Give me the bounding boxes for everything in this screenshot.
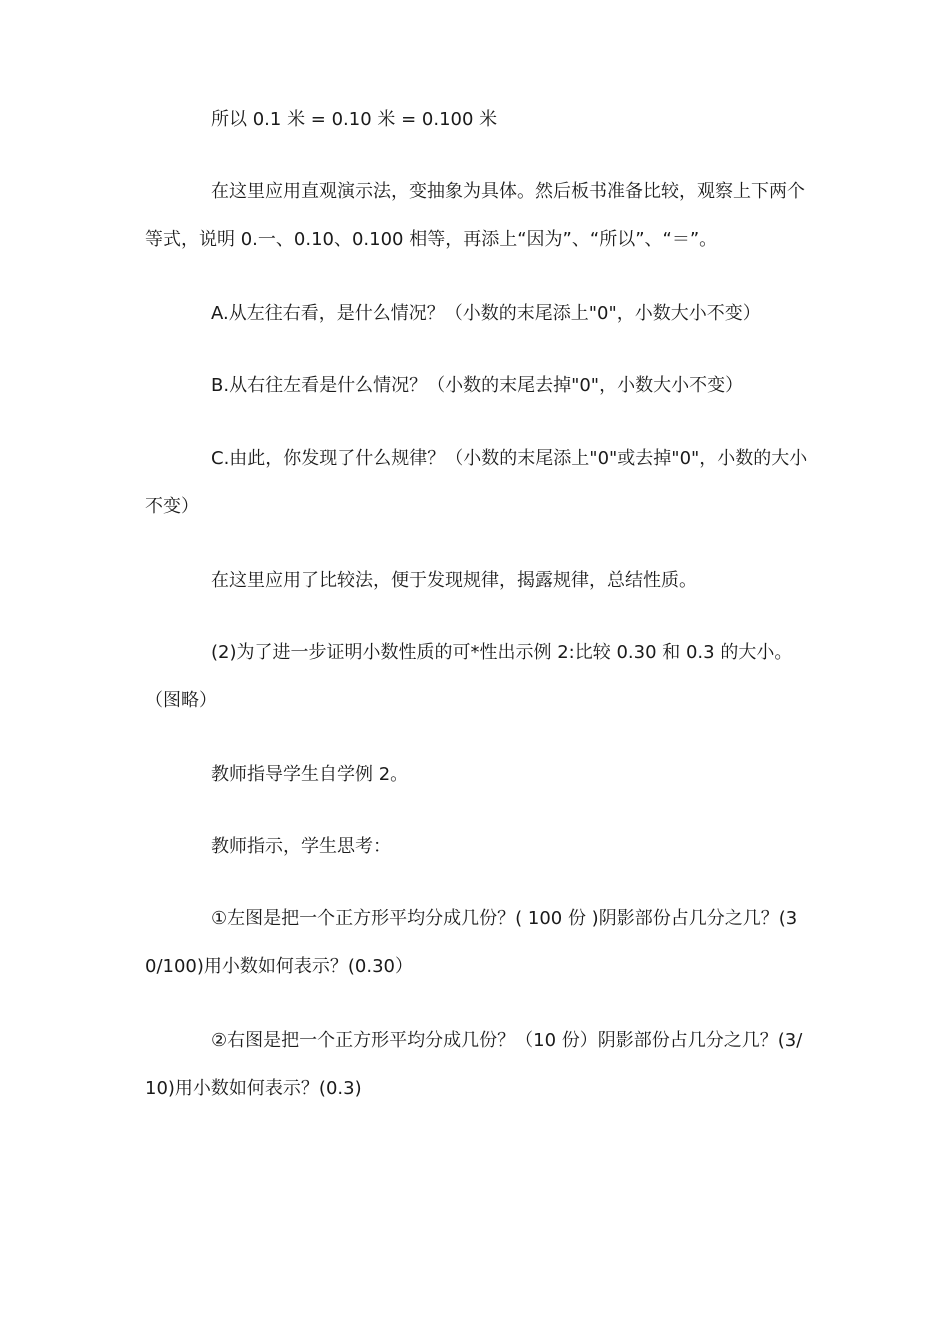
paragraph-equation: 所以 0.1 米 = 0.10 米 = 0.100 米 xyxy=(211,109,498,130)
paragraph-self-study: 教师指导学生自学例 2。 xyxy=(211,764,409,785)
paragraph-comparison-method: 在这里应用了比较法，便于发现规律，揭露规律，总结性质。 xyxy=(211,570,697,591)
paragraph-question-a: A.从左往右看，是什么情况？（小数的末尾添上"0"，小数大小不变） xyxy=(211,303,761,324)
paragraph-left-figure: ①左图是把一个正方形平均分成几份？( 100 份 )阴影部份占几分之几？(30/100)用小数如何表示？(0.30） xyxy=(145,908,798,977)
paragraph-teacher-instruction: 教师指示，学生思考： xyxy=(211,836,391,857)
paragraph-right-figure: ②右图是把一个正方形平均分成几份？（10 份）阴影部份占几分之几？(3/10)用小数如何表示？(0.3) xyxy=(145,1030,803,1099)
paragraph-example-2: (2)为了进一步证明小数性质的可*性出示例 2:比较 0.30 和 0.3 的大小。（图略） xyxy=(145,642,793,711)
paragraph-question-c: C.由此，你发现了什么规律？（小数的末尾添上"0"或去掉"0"，小数的大小不变） xyxy=(145,448,808,517)
paragraph-demonstration-method: 在这里应用直观演示法，变抽象为具体。然后板书准备比较，观察上下两个等式，说明 0.一、0.10、0.100 相等，再添上“因为”、“所以”、“＝”。 xyxy=(145,181,805,250)
paragraph-question-b: B.从右往左看是什么情况？（小数的末尾去掉"0"，小数大小不变） xyxy=(211,375,744,396)
